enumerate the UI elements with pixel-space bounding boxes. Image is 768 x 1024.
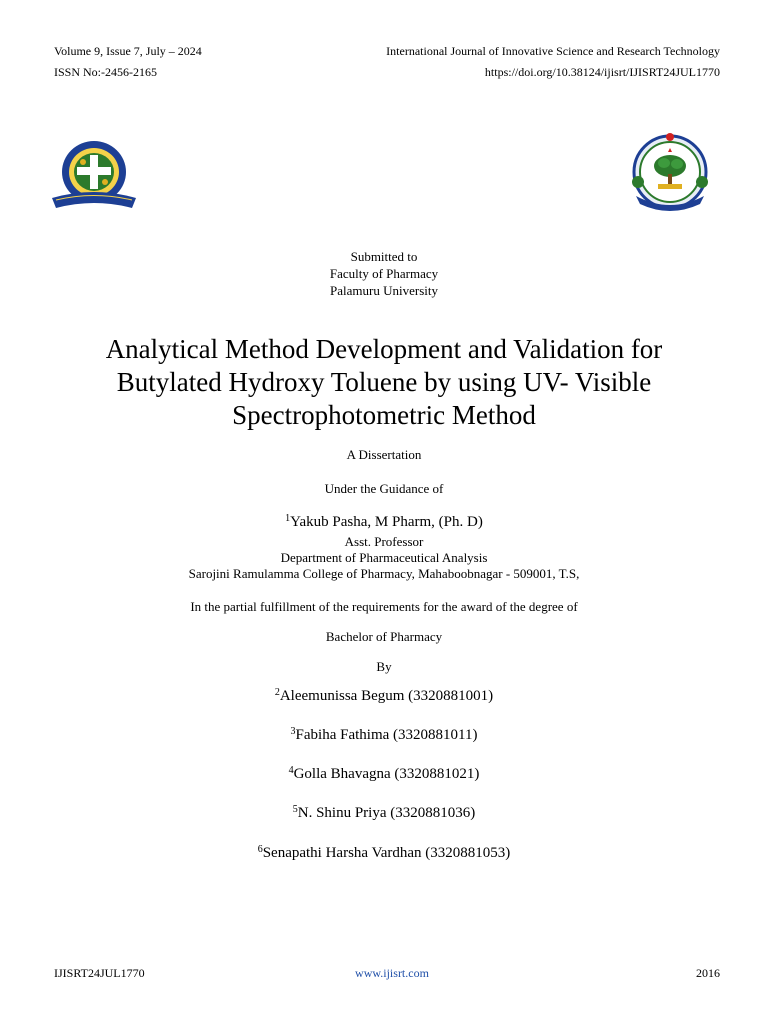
issn: ISSN No:-2456-2165: [54, 65, 158, 79]
author-name: Aleemunissa Begum (3320881001): [279, 688, 494, 704]
author-name: N. Shinu Priya (3320881036): [297, 805, 476, 821]
university-seal-icon: [48, 138, 140, 216]
guide-affiliation-number: 1: [285, 513, 291, 524]
footer-website-link[interactable]: www.ijisrt.com: [355, 966, 429, 980]
author-item: [0, 765, 768, 783]
author-item: [0, 844, 768, 862]
author-affiliation-number: 3: [290, 726, 296, 737]
author-item: [0, 687, 768, 705]
guide-details: [0, 534, 768, 582]
author-affiliation-number: 6: [257, 844, 263, 855]
dissertation-label: A Dissertation: [346, 447, 422, 462]
volume-issue: Volume 9, Issue 7, July – 2024: [54, 44, 202, 58]
title-line-2: Butylated Hydroxy Toluene by using UV- Visible: [116, 367, 652, 397]
submitted-to: Submitted to: [350, 249, 418, 264]
guide-college: Sarojini Ramulamma College of Pharmacy, Mahaboobnagar - 509001, T.S,: [188, 566, 580, 581]
university-emblem-icon: [624, 130, 716, 216]
journal-name: International Journal of Innovative Science and Research Technology: [386, 44, 720, 58]
degree-name: Bachelor of Pharmacy: [325, 629, 443, 644]
author-name: Golla Bhavagna (3320881021): [293, 766, 480, 782]
author-affiliation-number: 2: [274, 687, 280, 698]
by-label: By: [376, 659, 392, 674]
guide-designation: Asst. Professor: [344, 534, 424, 549]
guide-department: Department of Pharmaceutical Analysis: [280, 550, 488, 565]
footer-paper-code: IJISRT24JUL1770: [54, 966, 145, 980]
author-item: [0, 726, 768, 744]
author-name: Fabiha Fathima (3320881011): [295, 727, 478, 743]
title-line-1: Analytical Method Development and Validation for: [105, 334, 663, 364]
author-affiliation-number: 4: [288, 765, 294, 776]
author-name: Senapathi Harsha Vardhan (3320881053): [262, 845, 511, 861]
author-item: [0, 804, 768, 822]
guide-name-text: Yakub Pasha, M Pharm, (Ph. D): [290, 514, 483, 530]
faculty-name: Faculty of Pharmacy: [329, 266, 439, 281]
guidance-label: Under the Guidance of: [324, 481, 444, 496]
guide-name: [0, 513, 768, 531]
submission-block: [0, 248, 768, 299]
title-line-3: Spectrophotometric Method: [232, 400, 536, 430]
doi-link[interactable]: https://doi.org/10.38124/ijisrt/IJISRT24JUL1770: [484, 65, 720, 79]
paper-title: [0, 333, 768, 432]
university-name: Palamuru University: [330, 283, 438, 298]
author-affiliation-number: 5: [292, 804, 298, 815]
fulfillment-statement: In the partial fulfillment of the requirements for the award of the degree of: [190, 599, 578, 614]
page-number: 2016: [696, 966, 720, 980]
